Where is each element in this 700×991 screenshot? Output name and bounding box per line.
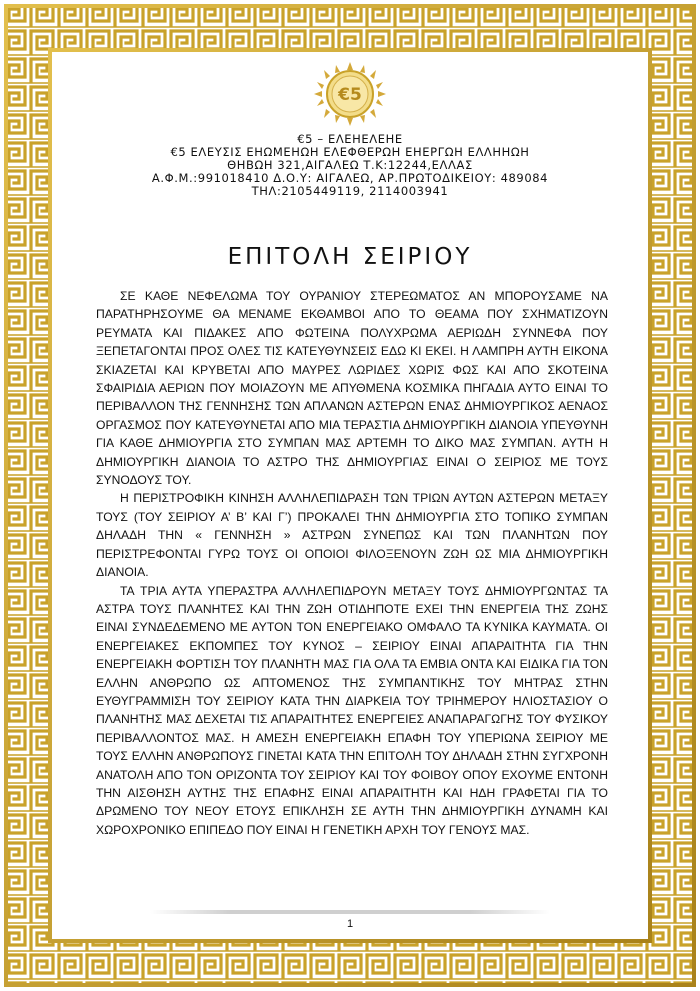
paragraph-1: ΣΕ ΚΑΘΕ ΝΕΦΕΛΩΜΑ ΤΟΥ ΟΥΡΑΝΙΟΥ ΣΤΕΡΕΩΜΑΤΟΣ ΑΝ ΜΠΟΡΟΥΣΑΜΕ ΝΑ ΠΑΡΑΤΗΡΗΣΟΥΜΕ ΘΑ ΜΕΝΑΜΕ ΕΚΘΑΜΒΟΙ ΑΠΟ ΤΟ ΘΕΑΜΑ ΠΟΥ ΣΧΗΜΑΤΙΖΟΥΝ ΡΕΥΜΑΤΑ ΚΑΙ ΠΙΔΑΚΕΣ ΑΠΟ ΦΩΤΕΙΝΑ ΠΟΛΥΧΡΩΜΑ ΑΕΡΙΩΔΗ ΣΥΝΝΕΦΑ ΠΟΥ ΞΕΠΕΤΑΓΟΝΤΑΙ ΠΡΟΣ ΟΛΕΣ ΤΙΣ ΚΑΤΕΥΘΥΝΣΕΙΣ ΕΔΩ ΚΙ ΕΚΕΙ. Η ΛΑΜΠΡΗ ΑΥΤΗ ΕΙΚΟΝΑ ΣΚΙΑΖΕΤΑΙ ΚΑΙ ΚΡΥΒΕΤΑΙ ΑΠΟ ΜΑΥΡΕΣ ΛΩΡΙΔΕΣ ΧΩΡΙΣ ΦΩΣ ΚΑΙ ΑΠΟ ΣΚΟΤΕΙΝΑ ΣΦΑΙΡΙΔΙΑ ΑΕΡΙΩΝ ΠΟΥ ΜΟΙΑΖΟΥΝ ΜΕ ΑΠΥΘΜΕΝΑ ΚΟΣΜΙΚΑ ΠΗΓΑΔΙΑ ΑΥΤΟ ΕΙΝΑΙ ΤΟ ΠΕΡΙΒΑΛΛΟΝ ΤΗΣ ΓΕΝΝΗΣΗΣ ΤΩΝ ΑΠΛΑΝΩΝ ΑΣΤΕΡΩΝ ΕΝΑΣ ΔΗΜΙΟΥΡΓΙΚΟΣ ΑΕΝΑΟΣ ΟΡΓΑΣΜΟΣ ΠΟΥ ΚΑΤΕΥΘΥΝΕΤΑΙ ΑΠΟ ΜΙΑ ΤΕΡΑΣΤΙΑ ΔΗΜΙΟΥΡΓΙΚΗ ΔΙΑΝΟΙΑ ΥΠΕΥΘΥΝΗ ΓΙΑ ΚΑΘΕ ΔΗΜΙΟΥΡΓΙΑ ΣΤΟ ΣΥΜΠΑΝ ΜΑΣ ΑΡΤΕΜΗ ΤΟ ΔΙΚΟ ΜΑΣ ΣΥΜΠΑΝ. ΑΥΤΗ Η ΔΗΜΙΟΥΡΓΙΚΗ ΔΙΑΝΟΙΑ ΤΟ ΑΣΤΡΟ ΤΗΣ ΔΗΜΙΟΥΡΓΙΑΣ ΕΙΝΑΙ Ο ΣΕΙΡΙΟΣ ΜΕ ΤΟΥΣ ΣΥΝΟΔΟΥΣ ΤΟΥ.	[96, 289, 608, 488]
letterhead-line-2: €5 ΕΛΕΥΣΙΣ ΕΗΩΜΕΗΩΗ ΕΛΕΦΘΕΡΩΗ ΕΗΕΡΓΩΗ ΕΛΛΗΗΩΗ	[170, 145, 530, 159]
letterhead-line-3: ΘΗΒΩΗ 321,ΑΙΓΑΛΕΩ Τ.Κ:12244,ΕΛΛΑΣ	[227, 158, 473, 172]
paragraph-3: ΤΑ ΤΡΙΑ ΑΥΤΑ ΥΠΕΡΑΣΤΡΑ ΑΛΛΗΛΕΠΙΔΡΟΥΝ ΜΕΤΑΞΥ ΤΟΥΣ ΔΗΜΙΟΥΡΓΩΝΤΑΣ ΤΑ ΑΣΤΡΑ ΤΟΥΣ ΠΛΑΝΗΤΕΣ ΚΑΙ ΤΗΝ ΖΩΗ ΟΤΙΔΗΠΟΤΕ ΕΧΕΙ ΤΗΝ ΕΝΕΡΓΕΙΑ ΤΗΣ ΖΩΗΣ ΕΙΝΑΙ ΣΥΝΔΕΔΕΜΕΝΟ ΜΕ ΑΥΤΟΝ ΤΟΝ ΕΝΕΡΓΕΙΑΚΟ ΟΜΦΑΛΟ ΤΑ ΚΥΝΙΚΑ ΚΑΥΜΑΤΑ. ΟΙ ΕΝΕΡΓΕΙΑΚΕΣ ΕΚΠΟΜΠΕΣ ΤΟΥ ΚΥΝΟΣ – ΣΕΙΡΙΟΥ ΕΙΝΑΙ ΑΠΑΡΑΙΤΗΤΑ ΓΙΑ ΤΗΝ ΕΝΕΡΓΕΙΑΚΗ ΦΟΡΤΙΣΗ ΤΟΥ ΠΛΑΝΗΤΗ ΜΑΣ ΓΙΑ ΟΛΑ ΤΑ ΕΜΒΙΑ ΟΝΤΑ ΚΑΙ ΕΙΔΙΚΑ ΓΙΑ ΤΟΝ ΕΛΛΗΝ ΑΝΘΡΩΠΟ ΩΣ ΑΠΤΟΜΕΝΟΣ ΤΗΣ ΣΥΜΠΑΝΤΙΚΗΣ ΤΟΥ ΜΗΤΡΑΣ ΣΤΗΝ ΕΥΘΥΓΡΑΜΜΙΣΗ ΤΟΥ ΣΕΙΡΙΟΥ ΚΑΤΑ ΤΗΝ ΔΙΑΡΚΕΙΑ ΤΟΥ ΤΡΙΗΜΕΡΟΥ ΗΛΙΟΣΤΑΣΙΟΥ Ο ΠΛΑΝΗΤΗΣ ΜΑΣ ΔΕΧΕΤΑΙ ΤΙΣ ΑΠΑΡΑΙΤΗΤΕΣ ΕΝΕΡΓΕΙΕΣ ΑΝΑΠΑΡΑΓΩΓΗΣ ΤΟΥ ΦΥΣΙΚΟΥ ΠΕΡΙΒΑΛΛΟΝΤΟΣ ΜΑΣ. Η ΑΜΕΣΗ ΕΝΕΡΓΕΙΑΚΗ ΕΠΑΦΗ ΤΟΥ ΥΠΕΡΙΩΝΑ ΣΕΙΡΙΟΥ ΜΕ ΤΟΥΣ ΕΛΛΗΝ ΑΝΘΡΩΠΟΥΣ ΓΙΝΕΤΑΙ ΚΑΤΑ ΤΗΝ ΕΠΙΤΟΛΗ ΤΟΥ ΔΗΛΑΔΗ ΣΤΗΝ ΣΥΓΧΡΟΝΗ ΑΝΑΤΟΛΗ ΑΠΟ ΤΟΝ ΟΡΙΖΟΝΤΑ ΤΟΥ ΣΕΙΡΙΟΥ ΚΑΙ ΤΟΥ ΦΟΙΒΟΥ ΟΠΟΥ ΕΧΟΥΜΕ ΕΝΤΟΝΗ ΤΗΝ ΑΙΣΘΗΣΗ ΑΥΤΗΣ ΤΗΣ ΕΠΑΦΗΣ ΕΙΝΑΙ ΑΠΑΡΑΙΤΗΤΗ ΚΑΙ ΗΔΗ ΓΡΑΦΕΤΑΙ ΓΙΑ ΤΟ ΔΡΩΜΕΝΟ ΤΟΥ ΝΕΟΥ ΕΤΟΥΣ ΕΠΙΚΛΗΣΗ ΣΕ ΑΥΤΗ ΤΗΝ ΔΗΜΙΟΥΡΓΙΚΗ ΔΥΝΑΜΗ ΚΑΙ ΧΩΡΟΧΡΟΝΙΚΟ ΕΠΙΠΕΔΟ ΠΟΥ ΕΙΝΑΙ Η ΓΕΝΕΤΙΚΗ ΑΡΧΗ ΤΟΥ ΓΕΝΟΥΣ ΜΑΣ.	[96, 583, 608, 837]
document-body	[96, 287, 608, 839]
footer-divider	[150, 910, 550, 914]
letterhead-line-5: ΤΗΛ:2105449119, 2114003941	[251, 184, 449, 198]
logo-text: €5	[338, 85, 362, 105]
letterhead-line-1: €5 – ΕΛΕΗΕΛΕΗΕ	[297, 132, 403, 146]
paragraph-2: Η ΠΕΡΙΣΤΡΟΦΙΚΗ ΚΙΝΗΣΗ ΑΛΛΗΛΕΠΙΔΡΑΣΗ ΤΩΝ ΤΡΙΩΝ ΑΥΤΩΝ ΑΣΤΕΡΩΝ ΜΕΤΑΞΥ ΤΟΥΣ (ΤΟΥ ΣΕΙΡΙΟΥ Α’ Β’ ΚΑΙ Γ’) ΠΡΟΚΑΛΕΙ ΤΗΝ ΔΗΜΙΟΥΡΓΙΑ ΣΤΟ ΤΟΠΙΚΟ ΣΥΜΠΑΝ ΔΗΛΑΔΗ ΤΗΝ « ΓΕΝΝΗΣΗ » ΑΣΤΡΩΝ ΣΥΝΕΠΩΣ ΚΑΙ ΤΩΝ ΠΛΑΝΗΤΩΝ ΠΟΥ ΠΕΡΙΣΤΡΕΦΟΝΤΑΙ ΓΥΡΩ ΤΟΥΣ ΟΙ ΟΠΟΙΟΙ ΦΙΛΟΞΕΝΟΥΝ ΖΩΗ ΩΣ ΜΙΑ ΔΗΜΙΟΥΡΓΙΚΗ ΔΙΑΝΟΙΑ.	[96, 491, 608, 580]
letterhead	[100, 133, 600, 198]
emblem-logo	[306, 58, 394, 130]
letterhead-line-4: Α.Φ.Μ.:991018410 Δ.Ο.Υ: ΑΙΓΑΛΕΩ, ΑΡ.ΠΡΩΤΟΔΙΚΕΙΟΥ: 489084	[151, 171, 549, 185]
page-number: 1	[346, 918, 354, 930]
document-title: ΕΠΙΤΟΛΗ ΣΕΙΡΙΟΥ	[227, 244, 473, 270]
